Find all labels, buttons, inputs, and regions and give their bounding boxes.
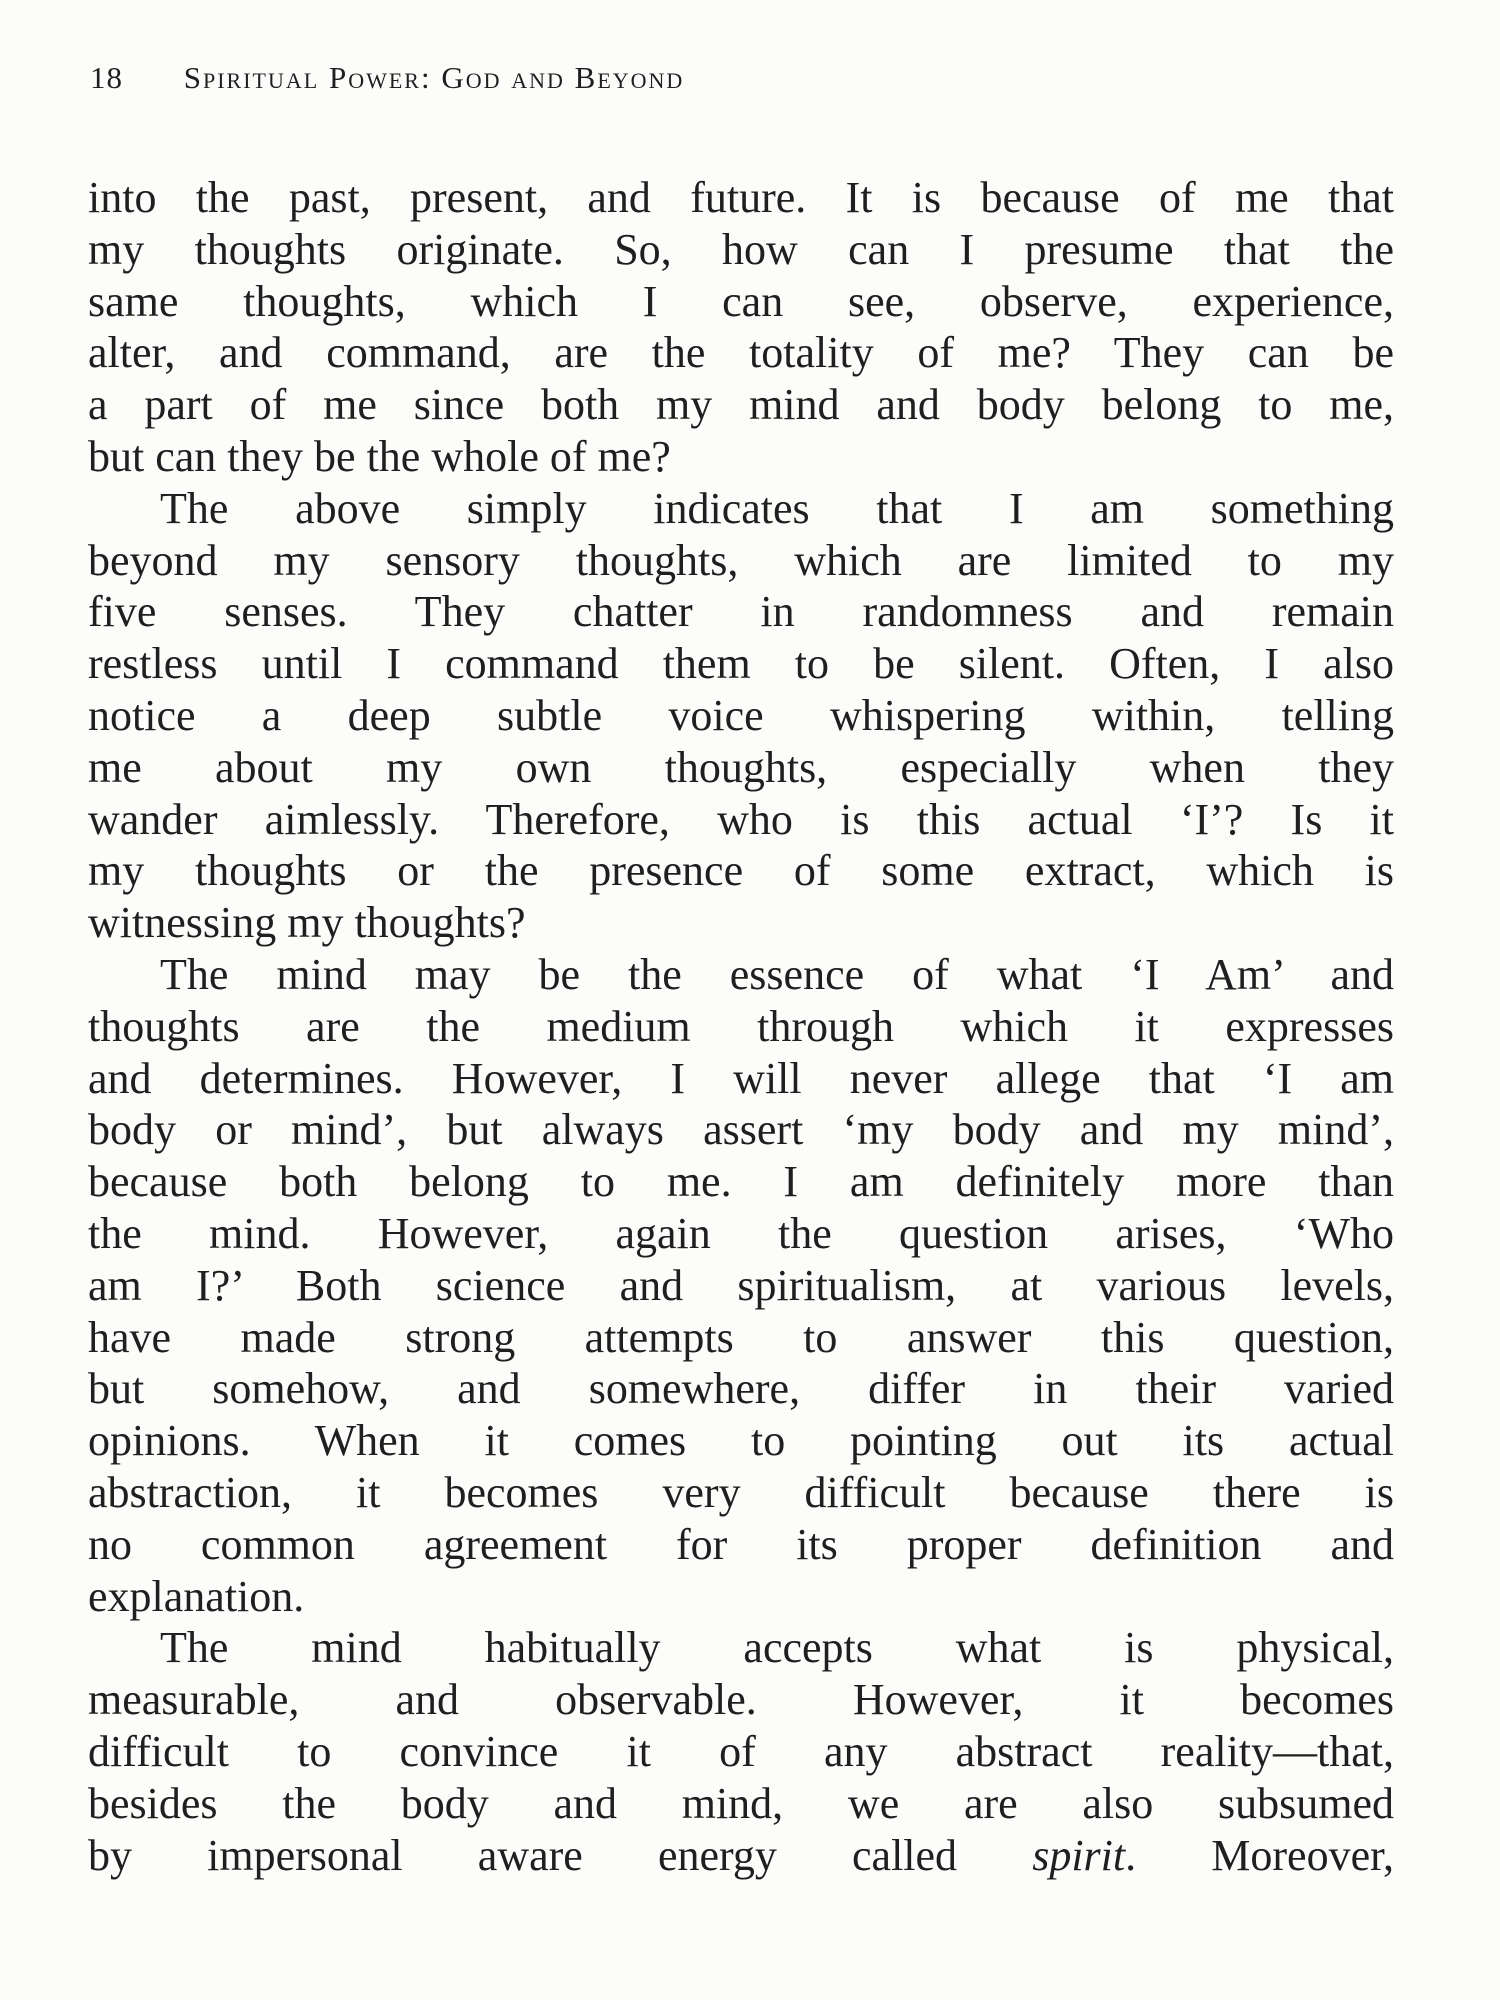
text-line: my thoughts or the presence of some extract, which is — [88, 846, 1394, 896]
text-line: five senses. They chatter in randomness and remain — [88, 587, 1394, 637]
text-line: but can they be the whole of me? — [88, 431, 671, 481]
text-line: restless until I command them to be silent. Often, I also — [88, 639, 1394, 689]
text-line: wander aimlessly. Therefore, who is this actual ‘I’? Is it — [88, 794, 1394, 844]
text-line: body or mind’, but always assert ‘my body and my mind’, — [88, 1105, 1394, 1155]
text-line: have made strong attempts to answer this question, — [88, 1312, 1394, 1362]
italic-word: spirit — [1032, 1830, 1126, 1880]
text-line: difficult to convince it of any abstract reality—that, — [88, 1726, 1394, 1776]
text-line: beyond my sensory thoughts, which are limited to my — [88, 535, 1394, 585]
running-header — [90, 60, 684, 96]
text-line: am I?’ Both science and spiritualism, at various levels, — [88, 1260, 1394, 1310]
paragraph — [88, 949, 1394, 1622]
text-line: thoughts are the medium through which it expresses — [88, 1001, 1394, 1051]
text-line: abstraction, it becomes very difficult because there is — [88, 1467, 1394, 1517]
text-line: opinions. When it comes to pointing out its actual — [88, 1416, 1394, 1466]
text-line: besides the body and mind, we are also subsumed — [88, 1778, 1394, 1828]
text-line: The mind habitually accepts what is physical, — [160, 1623, 1394, 1673]
text-line: a part of me since both my mind and body belong to me, — [88, 380, 1394, 430]
book-title: Spiritual Power: God and Beyond — [183, 60, 685, 95]
text-segment: . Moreover, — [1125, 1830, 1394, 1880]
text-line: my thoughts originate. So, how can I presume that the — [88, 224, 1394, 274]
paragraph — [88, 1622, 1394, 1881]
text-line: no common agreement for its proper definition and — [88, 1519, 1394, 1569]
text-line: notice a deep subtle voice whispering within, telling — [88, 690, 1394, 740]
text-line: the mind. However, again the question arises, ‘Who — [88, 1208, 1394, 1258]
text-line: into the past, present, and future. It is because of me that — [88, 173, 1394, 222]
text-line: The mind may be the essence of what ‘I Am’ and — [160, 949, 1394, 999]
text-line: because both belong to me. I am definitely more than — [88, 1157, 1394, 1207]
text-line: The above simply indicates that I am something — [160, 483, 1394, 533]
paragraph — [88, 483, 1394, 949]
text-line: same thoughts, which I can see, observe, experience, — [88, 276, 1394, 326]
text-segment: by impersonal aware energy called — [88, 1830, 1033, 1880]
text-line: but somehow, and somewhere, differ in their varied — [88, 1364, 1394, 1414]
text-line: explanation. — [88, 1571, 305, 1621]
text-line: witnessing my thoughts? — [88, 898, 526, 948]
text-line: alter, and command, are the totality of me? They can be — [88, 328, 1394, 378]
text-line: me about my own thoughts, especially when they — [88, 742, 1394, 792]
body-text — [88, 172, 1394, 1881]
page-number: 18 — [90, 60, 123, 95]
text-line: and determines. However, I will never allege that ‘I am — [88, 1053, 1394, 1103]
text-line — [88, 1830, 1394, 1882]
paragraph — [88, 172, 1394, 483]
text-line: measurable, and observable. However, it becomes — [88, 1675, 1394, 1725]
